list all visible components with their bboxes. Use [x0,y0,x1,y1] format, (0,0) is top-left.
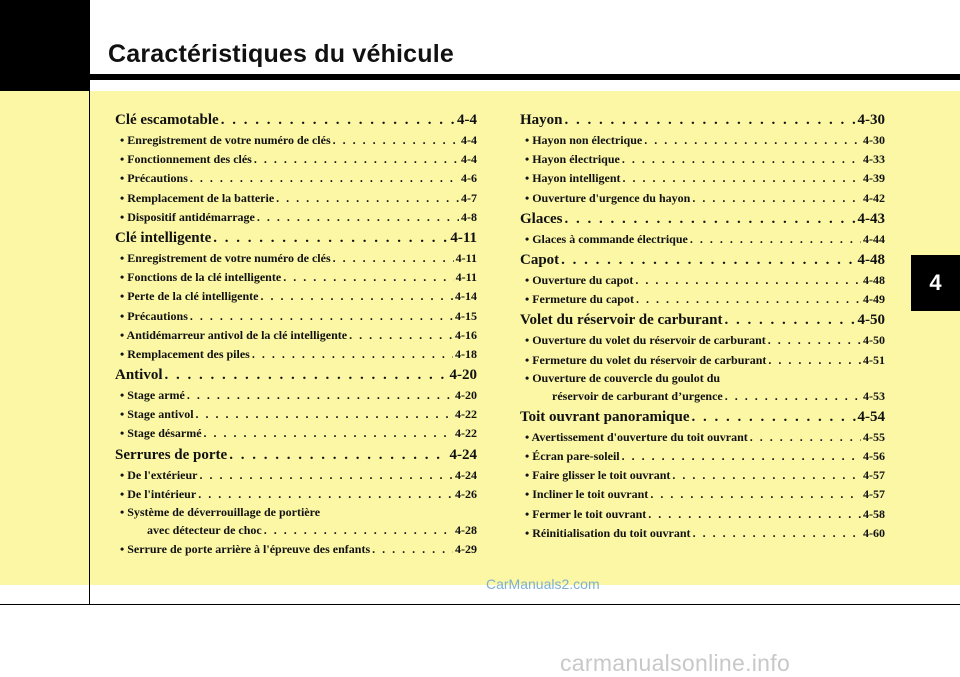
toc-entry-label: Clé intelligente [115,229,212,246]
toc-page-number: 4-44 [863,231,885,246]
toc-dot-leader [623,169,861,188]
toc-page-number: 4-4 [461,152,477,167]
toc-section-entry[interactable] [115,227,477,249]
toc-entry-label: • Stage désarmé [120,426,202,441]
toc-dot-leader [691,406,855,428]
toc-entry-label: • Glaces à commande électrique [525,231,688,246]
toc-entry-label: • Ouverture d'urgence du hayon [525,190,691,205]
toc-section-entry[interactable] [520,249,885,271]
toc-page-number: 4-51 [863,352,885,367]
toc-entry-label: • De l'intérieur [120,486,197,501]
toc-page-number: 4-60 [863,525,885,540]
toc-page-number: 4-7 [461,190,477,205]
chapter-number: 4 [929,270,942,295]
toc-entry-label: • Enregistrement de votre numéro de clés [120,250,331,265]
toc-entry[interactable] [520,466,885,485]
toc-entry[interactable] [115,405,477,424]
toc-page-number: 4-53 [863,388,885,403]
toc-entry-label: Clé escamotable [115,112,219,128]
toc-entry[interactable] [115,249,477,268]
toc-page-number: 4-24 [455,467,477,482]
toc-dot-leader [768,351,861,370]
toc-dot-leader [229,444,447,466]
toc-entry[interactable] [520,351,885,370]
toc-dot-leader [200,466,454,485]
toc-entry-label: • Serrure de porte arrière à l'épreuve des enfants [120,542,371,557]
toc-dot-leader [565,109,856,131]
toc-page-number: 4-20 [449,367,477,384]
toc-dot-leader [257,208,459,227]
toc-page-number: 4-20 [455,388,477,403]
toc-dot-leader [724,309,855,331]
toc-page-number: 4-15 [455,308,477,323]
toc-page-number: 4-16 [455,327,477,342]
toc-entry-label: • Fonctions de la clé intelligente [120,270,282,285]
toc-page-number: 4-49 [863,292,885,307]
toc-entry[interactable] [520,387,885,406]
toc-dot-leader [165,364,448,386]
toc-page-number: 4-43 [857,210,885,227]
toc-entry[interactable] [520,230,885,249]
toc-entry-label: • Précautions [120,171,188,186]
toc-page-number: 4-33 [863,152,885,167]
toc-entry[interactable] [115,268,477,287]
toc-dot-leader [672,466,861,485]
toc-entry-label: Capot [520,251,560,268]
toc-entry[interactable] [115,131,477,150]
toc-dot-leader [768,331,861,350]
toc-entry[interactable] [115,540,477,559]
toc-dot-leader [283,268,453,287]
toc-page-number: 4-50 [863,333,885,348]
toc-page-number: 4-22 [455,426,477,441]
toc-entry[interactable] [115,466,477,485]
toc-dot-leader [690,230,861,249]
toc-page-number: 4-11 [450,229,477,246]
toc-entry[interactable] [115,189,477,208]
toc-entry-label: • Ouverture de couvercle du goulot du [525,370,721,385]
toc-entry-label: • Remplacement de la batterie [120,190,275,205]
toc-page-number: 4-56 [863,449,885,464]
toc-page-number: 4-28 [455,523,477,537]
toc-entry[interactable] [115,307,477,326]
toc-entry-label: • De l'extérieur [120,467,198,482]
toc-page-number: 4-55 [863,429,885,444]
toc-entry-label: • Avertissement d'ouverture du toit ouvrant [525,429,748,444]
toc-entry[interactable] [520,505,885,524]
toc-dot-leader [254,150,459,169]
toc-dot-leader [187,386,453,405]
toc-section-entry[interactable] [520,406,885,428]
toc-entry[interactable] [520,428,885,447]
toc-dot-leader [221,109,455,131]
toc-dot-leader [650,485,861,504]
toc-section-entry[interactable] [115,109,477,131]
toc-entry[interactable] [520,169,885,188]
toc-entry[interactable] [115,345,477,364]
toc-entry-label: • Fonctionnement des clés [120,152,252,167]
toc-entry-label: Toit ouvrant panoramique [520,408,690,425]
toc-entry[interactable] [115,504,477,521]
toc-dot-leader [693,524,861,543]
toc-entry-label: • Antidémarreur antivol de la clé intelligente [120,327,348,342]
toc-dot-leader [565,208,856,230]
toc-entry[interactable] [115,485,477,504]
toc-page-number: 4-48 [863,272,885,287]
toc-entry[interactable] [520,485,885,504]
toc-section-entry[interactable] [520,208,885,230]
toc-page-number: 4-54 [857,408,885,425]
toc-entry[interactable] [520,189,885,208]
toc-entry-label: • Enregistrement de votre numéro de clés [120,133,331,147]
toc-entry[interactable] [115,326,477,345]
toc-page-number: 4-24 [449,446,477,463]
toc-entry[interactable] [520,524,885,543]
toc-page-number: 4-30 [857,112,885,128]
toc-entry-label: Volet du réservoir de carburant [520,312,723,329]
toc-entry-label: Antivol [115,367,163,384]
toc-entry[interactable] [520,290,885,309]
toc-dot-leader [622,447,861,466]
toc-entry-label: • Système de déverrouillage de portière [120,505,321,519]
toc-entry-label: Hayon [520,112,563,128]
toc-entry[interactable] [115,424,477,443]
toc-dot-leader [190,307,453,326]
toc-entry-label: • Perte de la clé intelligente [120,289,259,304]
toc-page-number: 4-22 [455,407,477,422]
toc-dot-leader [561,249,855,271]
toc-dot-leader [725,387,861,406]
toc-entry-label: avec détecteur de choc [147,523,262,537]
toc-entry-label: • Hayon électrique [525,152,620,167]
toc-entry[interactable] [520,447,885,466]
toc-entry[interactable] [520,131,885,150]
toc-section-entry[interactable] [115,364,477,386]
toc-entry-label: • Dispositif antidémarrage [120,209,255,224]
toc-entry-label: • Stage antivol [120,407,194,422]
toc-page-number: 4-18 [455,346,477,361]
toc-entry[interactable] [115,208,477,227]
toc-dot-leader [252,345,453,364]
toc-entry-label: • Hayon intelligent [525,171,621,186]
toc-entry-label: • Stage armé [120,388,185,403]
toc-entry-label: réservoir de carburant d’urgence [552,388,723,403]
toc-dot-leader [213,227,448,249]
toc-page-number: 4-39 [863,171,885,186]
corner-block [0,0,90,91]
toc-page-number: 4-6 [461,171,477,186]
chapter-tab[interactable] [911,255,960,311]
toc-page-number: 4-57 [863,487,885,502]
toc-page-number: 4-11 [455,250,477,265]
toc-entry[interactable] [115,169,477,188]
toc-dot-leader [333,131,459,150]
toc-entry-label: • Fermer le toit ouvrant [525,506,647,521]
toc-dot-leader [190,169,459,188]
toc-dot-leader [196,405,453,424]
toc-page-number: 4-57 [863,468,885,483]
toc-section-entry[interactable] [115,444,477,466]
toc-dot-leader [636,290,861,309]
toc-dot-leader [635,271,861,290]
toc-page-number: 4-11 [455,270,477,285]
toc-dot-leader [622,150,861,169]
toc-entry[interactable] [520,271,885,290]
watermark-top: CarManuals2.com [486,576,600,592]
watermark-bottom: carmanualsonline.info [560,650,791,676]
toc-dot-leader [276,189,459,208]
toc-page-number: 4-58 [863,506,885,521]
toc-entry-label: Glaces [520,210,563,227]
toc-dot-leader [349,326,453,345]
toc-dot-leader [372,540,453,559]
toc-page-number: 4-14 [455,289,477,304]
toc-section-entry[interactable] [520,309,885,331]
toc-dot-leader [648,505,861,524]
title-underline [90,74,960,80]
toc-entry-label: • Précautions [120,308,188,323]
toc-page-number: 4-29 [455,542,477,557]
toc-section-entry[interactable] [520,109,885,131]
toc-entry-label: • Réinitialisation du toit ouvrant [525,525,691,540]
toc-page-number: 4-4 [457,112,477,128]
toc-page-number: 4-26 [455,486,477,501]
toc-dot-leader [644,131,861,150]
toc-dot-leader [692,189,861,208]
toc-entry-label: • Ouverture du capot [525,272,634,287]
toc-entry[interactable] [115,287,477,306]
toc-page-number: 4-48 [857,251,885,268]
toc-entry-label: • Fermeture du volet du réservoir de carburant [525,352,767,367]
toc-entry-label: • Remplacement des piles [120,346,250,361]
toc-dot-leader [260,287,453,306]
toc-dot-leader [333,249,454,268]
toc-entry[interactable] [115,150,477,169]
toc-entry-label: Serrures de porte [115,446,228,463]
toc-page-number: 4-30 [863,133,885,147]
page-title: Caractéristiques du véhicule [108,40,455,68]
toc-entry-label: • Hayon non électrique [525,133,643,147]
toc-page-number: 4-50 [857,312,885,329]
toc-dot-leader [198,485,453,504]
toc-column-right [520,109,885,543]
toc-dot-leader [750,428,861,447]
toc-column-left [115,109,477,559]
toc-entry-label: • Incliner le toit ouvrant [525,487,649,502]
toc-dot-leader [204,424,453,443]
toc-entry[interactable] [520,370,885,387]
toc-dot-leader [264,521,453,540]
toc-entry[interactable] [115,521,477,540]
left-divider [89,91,90,605]
toc-entry[interactable] [520,150,885,169]
toc-entry-label: • Écran pare-soleil [525,449,620,464]
toc-page-number: 4-4 [461,133,477,147]
toc-page-number: 4-42 [863,190,885,205]
toc-entry[interactable] [520,331,885,350]
toc-entry[interactable] [115,386,477,405]
bottom-divider [0,604,960,605]
toc-page-number: 4-8 [461,209,477,224]
toc-entry-label: • Faire glisser le toit ouvrant [525,468,671,483]
toc-entry-label: • Ouverture du volet du réservoir de carburant [525,333,766,348]
toc-entry-label: • Fermeture du capot [525,292,634,307]
